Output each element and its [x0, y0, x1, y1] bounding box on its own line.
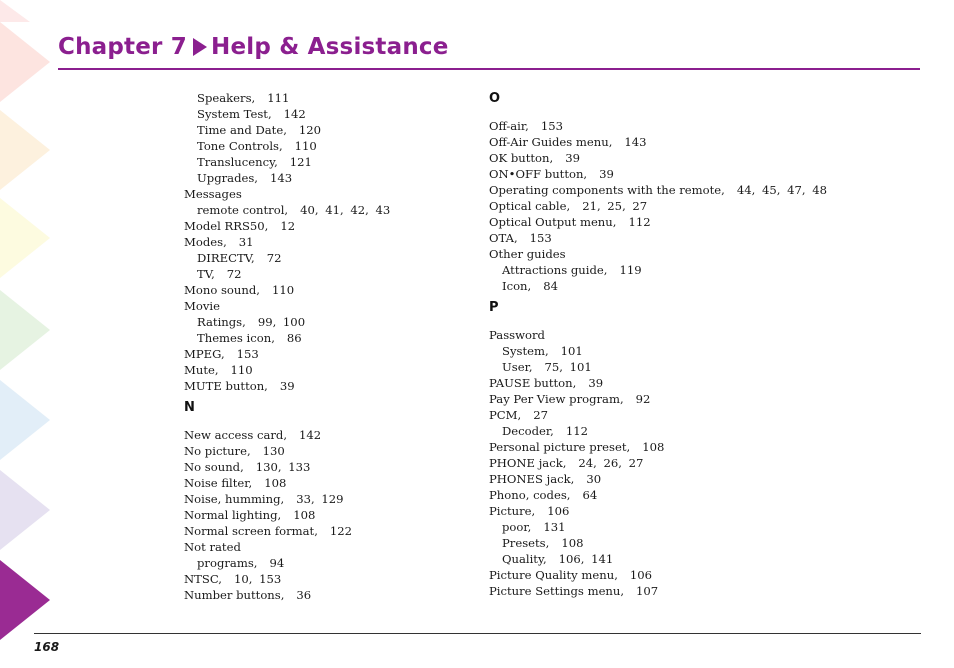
index-page-refs: 106: [629, 568, 653, 582]
index-entry: [489, 198, 909, 214]
index-page-refs: 86: [286, 331, 302, 345]
index-page-refs: 36: [296, 588, 312, 602]
index-entry: [489, 150, 909, 166]
index-page-refs: 10, 153: [233, 572, 282, 586]
index-term: Movie: [184, 299, 220, 313]
index-subentry: [184, 314, 474, 330]
index-page-refs: 92: [635, 392, 651, 406]
index-entry: [184, 443, 474, 459]
index-subentry: [489, 519, 909, 535]
index-page-refs: 112: [628, 215, 651, 229]
index-page-refs: 64: [582, 488, 598, 502]
index-term: Password: [489, 328, 545, 342]
index-page-refs: 27: [533, 408, 548, 422]
index-letter-heading: O: [489, 91, 501, 106]
index-page-refs: 143: [270, 171, 293, 185]
index-term: Noise filter,: [184, 476, 253, 490]
index-letter-heading: N: [184, 400, 195, 415]
index-entry: [184, 459, 474, 475]
index-entry: [184, 346, 474, 362]
index-subentry: [489, 423, 909, 439]
footer-divider: [34, 633, 921, 634]
index-entry: [489, 471, 909, 487]
index-page-refs: 120: [298, 123, 322, 137]
index-entry: [184, 587, 474, 603]
index-entry: [184, 234, 474, 250]
index-page-refs: 107: [636, 584, 659, 598]
index-page-refs: 75, 101: [544, 360, 592, 374]
chevron-right-icon: [192, 37, 208, 57]
index-subentry: [184, 138, 474, 154]
index-page-refs: 112: [565, 424, 589, 438]
index-term: PAUSE button,: [489, 376, 577, 390]
index-subentry: [184, 154, 474, 170]
index-page-refs: 130: [262, 444, 285, 458]
index-page-refs: 94: [269, 556, 285, 570]
index-subentry: [489, 262, 909, 278]
index-page-refs: 108: [264, 476, 287, 490]
index-entry: [489, 214, 909, 230]
index-subentry: [184, 555, 474, 571]
index-term: Picture Quality menu,: [489, 568, 618, 582]
index-term: TV,: [197, 267, 215, 281]
index-page-refs: 101: [560, 344, 583, 358]
index-term: Speakers,: [197, 91, 256, 105]
chapter-tab-decoration: [0, 0, 60, 668]
index-letter-heading: P: [489, 300, 499, 315]
index-term: DIRECTV,: [197, 251, 255, 265]
index-entry: [489, 391, 909, 407]
index-entry: [184, 282, 474, 298]
index-page-refs: 142: [283, 107, 306, 121]
index-entry: [184, 571, 474, 587]
index-page-refs: 153: [540, 119, 563, 133]
index-entry: [489, 327, 909, 343]
index-page-refs: 119: [619, 263, 642, 277]
index-subentry: [489, 359, 909, 375]
section-title: Help & Assistance: [211, 33, 449, 60]
index-page-refs: 122: [329, 524, 353, 538]
index-term: programs,: [197, 556, 258, 570]
index-page-refs: 40, 41, 42, 43: [300, 203, 391, 217]
index-entry: [489, 246, 909, 262]
index-subentry: [184, 90, 474, 106]
index-term: Optical cable,: [489, 199, 571, 213]
index-entry: [489, 503, 909, 519]
index-entry: [489, 118, 909, 134]
index-page-refs: 153: [236, 347, 259, 361]
index-page-refs: 110: [230, 363, 253, 377]
index-subentry: [489, 343, 909, 359]
index-term: Translucency,: [197, 155, 278, 169]
index-term: Tone Controls,: [197, 139, 283, 153]
index-term: Personal picture preset,: [489, 440, 631, 454]
index-term: Off-air,: [489, 119, 529, 133]
index-entry: [184, 186, 474, 202]
index-page-refs: 110: [294, 139, 317, 153]
index-term: Operating components with the remote,: [489, 183, 725, 197]
index-page-refs: 84: [543, 279, 558, 293]
index-page-refs: 108: [642, 440, 665, 454]
index-term: Quality,: [502, 552, 547, 566]
index-page-refs: 111: [267, 91, 290, 105]
index-entry: [184, 475, 474, 491]
index-page-refs: 44, 45, 47, 48: [736, 183, 827, 197]
index-term: Picture,: [489, 504, 536, 518]
index-subentry: [184, 106, 474, 122]
index-page-refs: 30: [586, 472, 602, 486]
index-entry: [184, 218, 474, 234]
index-subentry: [184, 266, 474, 282]
index-term: ON•OFF button,: [489, 167, 588, 181]
index-page-refs: 99, 100: [257, 315, 306, 329]
index-term: Messages: [184, 187, 242, 201]
index-subentry: [184, 250, 474, 266]
index-page-refs: 24, 26, 27: [578, 456, 644, 470]
index-term: Mono sound,: [184, 283, 260, 297]
index-page-refs: 108: [561, 536, 584, 550]
index-entry: [489, 230, 909, 246]
index-term: MPEG,: [184, 347, 225, 361]
index-term: Attractions guide,: [502, 263, 608, 277]
index-term: Mute,: [184, 363, 219, 377]
index-page-refs: 72: [226, 267, 242, 281]
chapter-label: Chapter 7: [58, 33, 187, 60]
index-entry: [489, 166, 909, 182]
index-term: remote control,: [197, 203, 289, 217]
index-entry: [184, 507, 474, 523]
index-page-refs: 110: [271, 283, 295, 297]
index-page-refs: 31: [238, 235, 254, 249]
index-entry: [184, 427, 474, 443]
index-term: OTA,: [489, 231, 518, 245]
index-entry: [184, 491, 474, 507]
index-term: Decoder,: [502, 424, 554, 438]
index-page-refs: 39: [599, 167, 614, 181]
index-term: Not rated: [184, 540, 241, 554]
index-subentry: [489, 551, 909, 567]
index-page-refs: 108: [293, 508, 316, 522]
index-entry: [489, 583, 909, 599]
index-page-refs: 143: [624, 135, 647, 149]
index-term: No sound,: [184, 460, 244, 474]
index-entry: [489, 134, 909, 150]
index-term: OK button,: [489, 151, 554, 165]
index-term: New access card,: [184, 428, 288, 442]
index-page-refs: 131: [543, 520, 566, 534]
index-page-refs: 106: [547, 504, 570, 518]
index-page-refs: 21, 25, 27: [582, 199, 648, 213]
index-subentry: [489, 278, 909, 294]
index-term: Off-Air Guides menu,: [489, 135, 613, 149]
index-page-refs: 39: [279, 379, 295, 393]
index-entry: [184, 298, 474, 314]
index-entry: [184, 539, 474, 555]
index-term: poor,: [502, 520, 532, 534]
index-term: System,: [502, 344, 549, 358]
index-page-refs: 72: [266, 251, 282, 265]
index-page-refs: 142: [299, 428, 322, 442]
index-term: Noise, humming,: [184, 492, 285, 506]
index-term: PHONE jack,: [489, 456, 567, 470]
index-page-refs: 130, 133: [255, 460, 311, 474]
index-subentry: [184, 170, 474, 186]
index-term: NTSC,: [184, 572, 222, 586]
index-term: Upgrades,: [197, 171, 258, 185]
index-page-refs: 39: [588, 376, 604, 390]
index-term: No picture,: [184, 444, 251, 458]
index-term: Phono, codes,: [489, 488, 571, 502]
index-column-left: [184, 90, 474, 603]
index-page-refs: 121: [289, 155, 312, 169]
index-entry: [489, 487, 909, 503]
index-term: Pay Per View program,: [489, 392, 624, 406]
index-term: MUTE button,: [184, 379, 268, 393]
index-term: PCM,: [489, 408, 522, 422]
index-term: Model RRS50,: [184, 219, 269, 233]
index-term: Icon,: [502, 279, 532, 293]
index-entry: [489, 567, 909, 583]
index-page-refs: 39: [565, 151, 580, 165]
index-term: Modes,: [184, 235, 227, 249]
index-entry: [489, 407, 909, 423]
index-term: Optical Output menu,: [489, 215, 617, 229]
index-term: PHONES jack,: [489, 472, 575, 486]
index-entry: [184, 523, 474, 539]
index-page-refs: 106, 141: [558, 552, 614, 566]
chapter-title: [58, 33, 449, 60]
index-term: Ratings,: [197, 315, 246, 329]
index-term: System Test,: [197, 107, 272, 121]
index-page-refs: 12: [280, 219, 296, 233]
index-entry: [489, 182, 909, 198]
index-term: Presets,: [502, 536, 550, 550]
index-term: Normal lighting,: [184, 508, 282, 522]
index-term: Picture Settings menu,: [489, 584, 625, 598]
index-subentry: [184, 202, 474, 218]
index-page-refs: 33, 129: [296, 492, 344, 506]
index-term: Themes icon,: [197, 331, 275, 345]
index-entry: [489, 455, 909, 471]
index-entry: [184, 362, 474, 378]
index-entry: [489, 439, 909, 455]
index-term: Number buttons,: [184, 588, 285, 602]
index-term: User,: [502, 360, 533, 374]
page-number: 168: [34, 640, 60, 654]
index-subentry: [184, 122, 474, 138]
index-term: Normal screen format,: [184, 524, 318, 538]
index-entry: [489, 375, 909, 391]
index-entry: [184, 378, 474, 394]
chapter-header: [58, 30, 920, 70]
index-term: Time and Date,: [197, 123, 287, 137]
index-subentry: [489, 535, 909, 551]
index-subentry: [184, 330, 474, 346]
index-term: Other guides: [489, 247, 566, 261]
index-page-refs: 153: [529, 231, 552, 245]
index-column-right: [489, 90, 909, 599]
